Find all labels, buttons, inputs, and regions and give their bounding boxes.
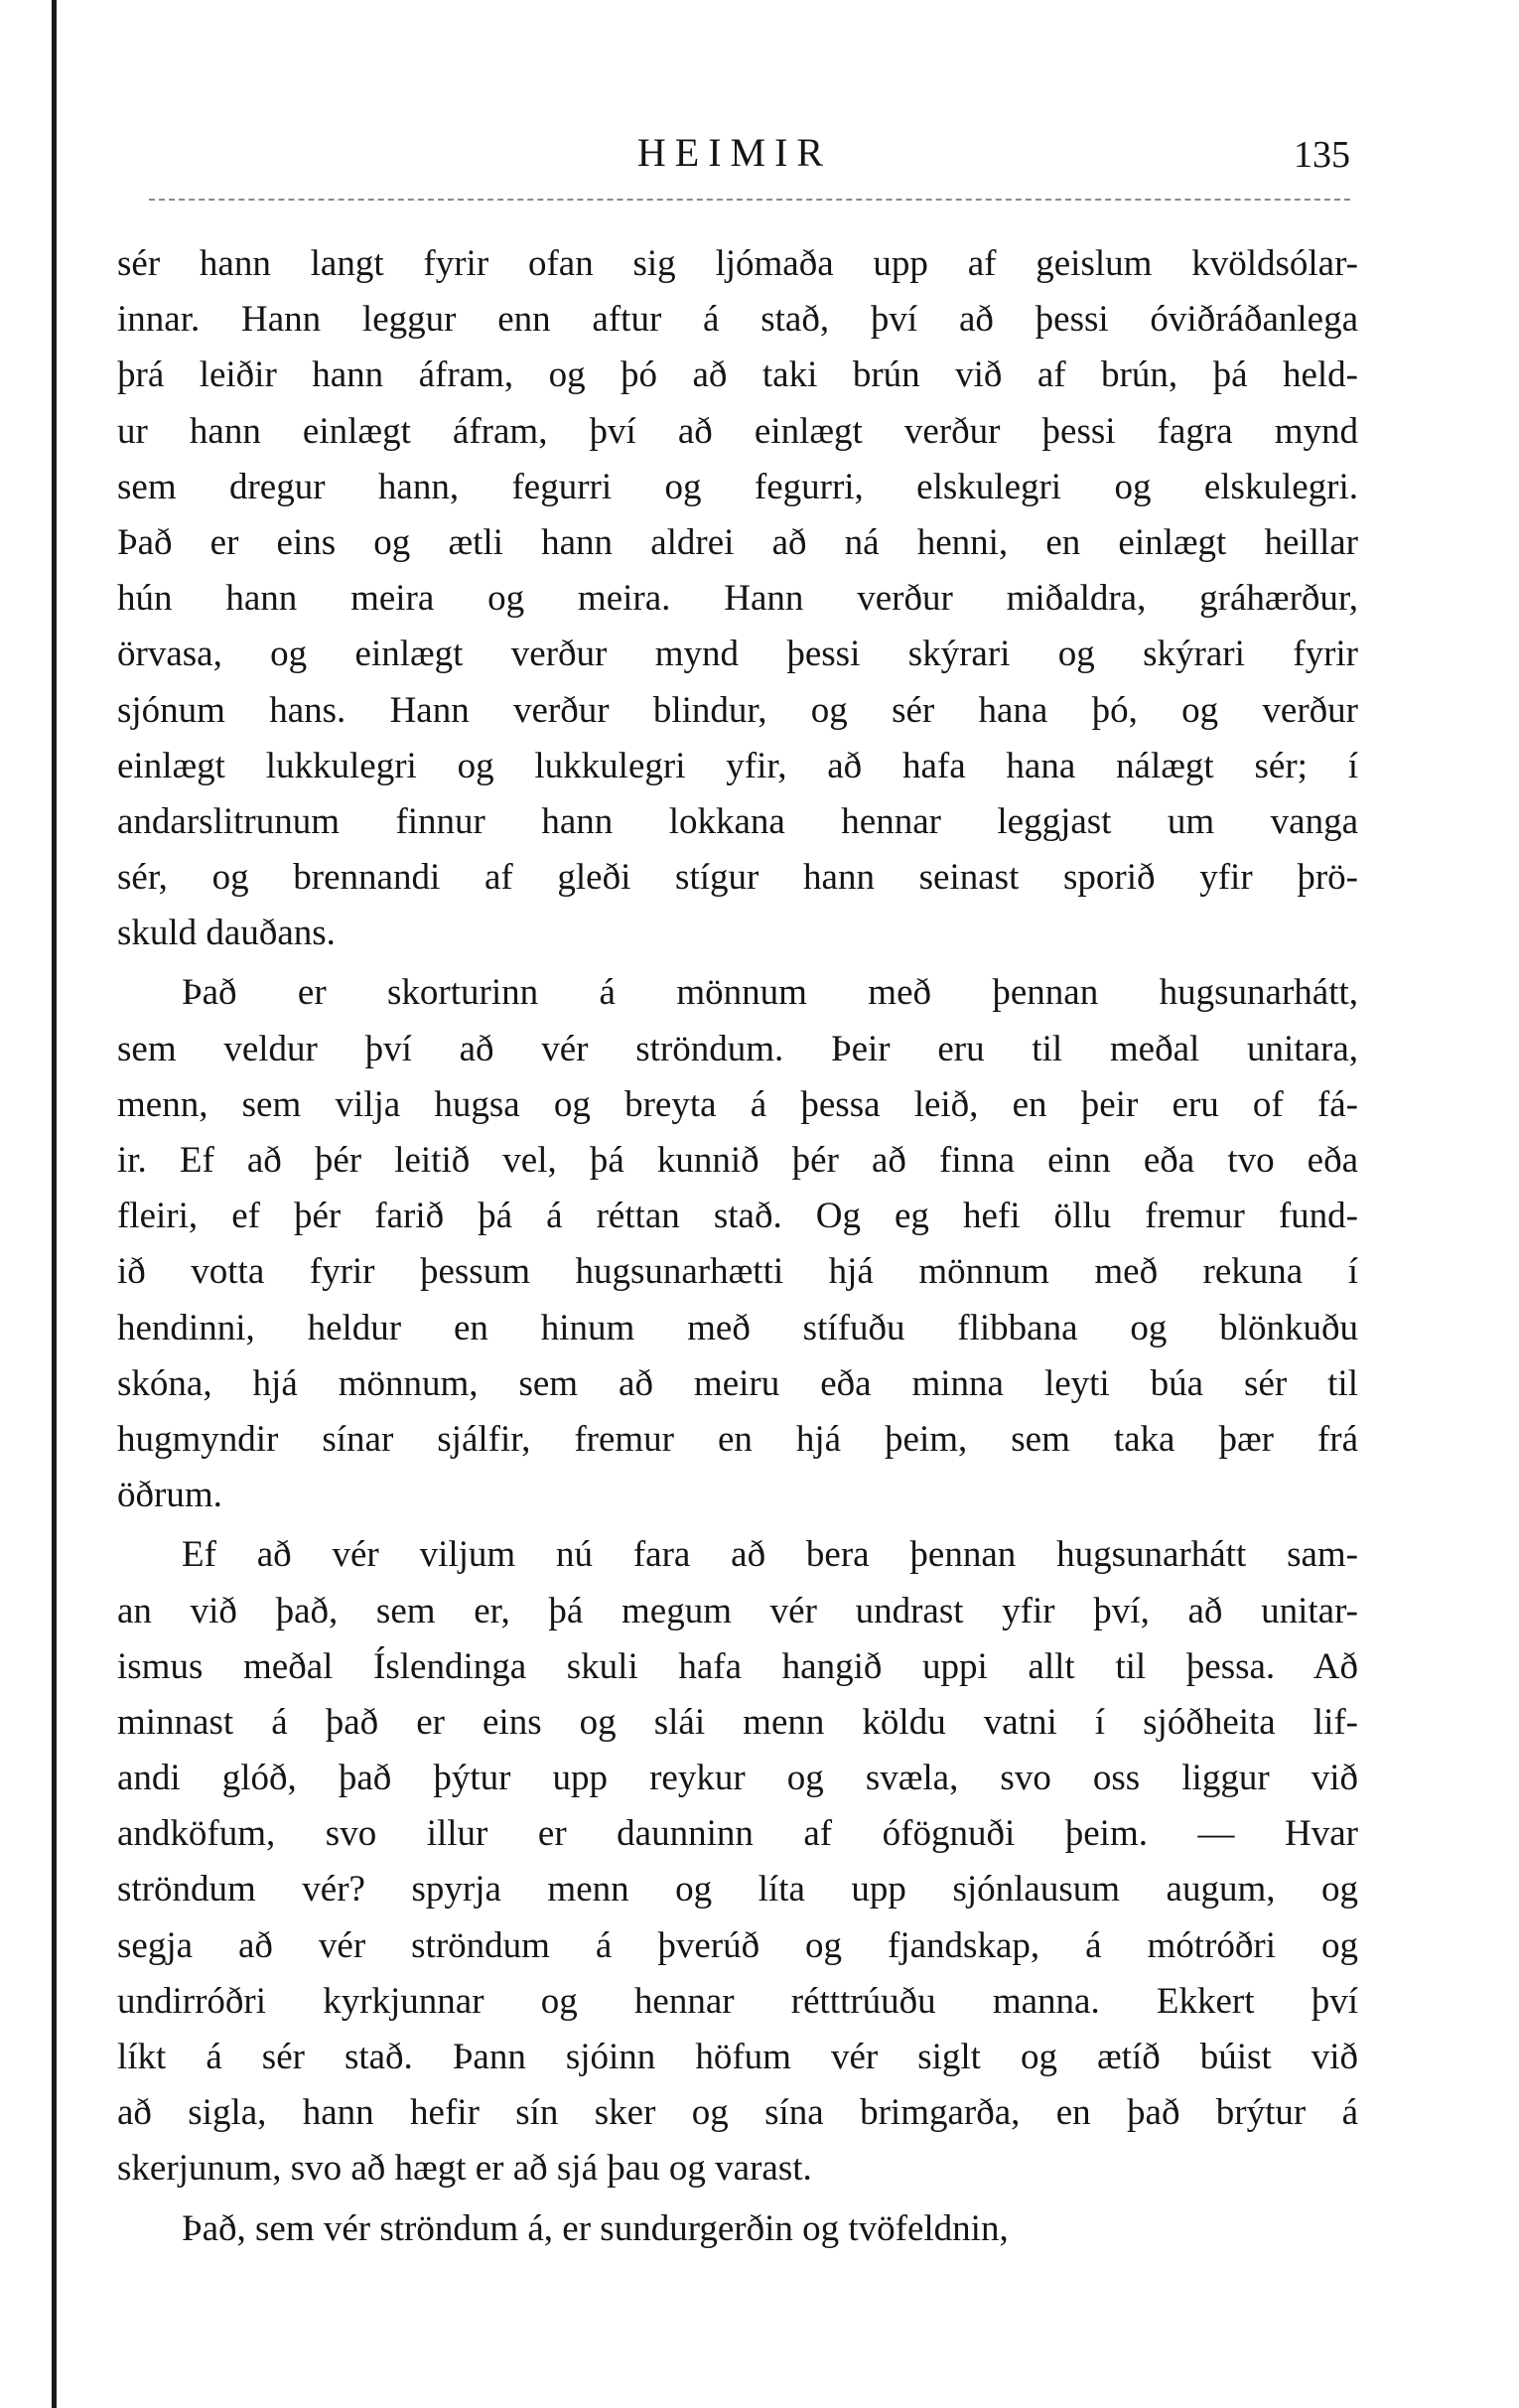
running-title: HEIMIR [636, 130, 833, 175]
text-line: hún hann meira og meira. Hann verður miðaldra, gráhærður, [117, 578, 1358, 620]
text-line: menn, sem vilja hugsa og breyta á þessa leið, en þeir eru of fá- [117, 1083, 1358, 1125]
text-line: Það er eins og ætli hann aldrei að ná henni, en einlægt heillar [117, 521, 1358, 563]
page-number: 135 [1294, 134, 1350, 176]
text-line: sjónum hans. Hann verður blindur, og sér hana þó, og verður [117, 689, 1358, 731]
text-line: ið votta fyrir þessum hugsunarhætti hjá mönnum með rekuna í [117, 1251, 1358, 1293]
text-line: örvasa, og einlægt verður mynd þessi skýrari og skýrari fyrir [117, 634, 1358, 675]
header-rule [149, 199, 1350, 201]
text-line: hendinni, heldur en hinum með stífuðu flibbana og blönkuðu [117, 1307, 1358, 1348]
text-line: innar. Hann leggur enn aftur á stað, því að þessi óviðráðanlega [117, 299, 1358, 341]
paragraph [117, 236, 1358, 961]
text-line: ur hann einlægt áfram, því að einlægt verður þessi fagra mynd [117, 410, 1358, 452]
text-line: undirróðri kyrkjunnar og hennar rétttrúuðu manna. Ekkert því [117, 1980, 1358, 2022]
text-line: sem dregur hann, fegurri og fegurri, elskulegri og elskulegri. [117, 466, 1358, 507]
text-line: sér, og brennandi af gleði stígur hann seinast sporið yfir þrö- [117, 857, 1358, 899]
text-line: andarslitrunum finnur hann lokkana hennar leggjast um vanga [117, 800, 1358, 842]
text-line: að sigla, hann hefir sín sker og sína brimgarða, en það brýtur á [117, 2092, 1358, 2134]
text-line: ir. Ef að þér leitið vel, þá kunnið þér að finna einn eða tvo eða [117, 1140, 1358, 1181]
text-line: segja að vér ströndum á þverúð og fjandskap, á mótróðri og [117, 1924, 1358, 1966]
text-line: minnast á það er eins og slái menn köldu vatni í sjóðheita lif- [117, 1701, 1358, 1743]
text-line: fleiri, ef þér farið þá á réttan stað. Og eg hefi öllu fremur fund- [117, 1196, 1358, 1237]
text-line: ströndum vér? spyrja menn og líta upp sjónlausum augum, og [117, 1869, 1358, 1911]
text-line: öðrum. [117, 1475, 222, 1516]
text-line: þrá leiðir hann áfram, og þó að taki brún við af brún, þá held- [117, 354, 1358, 396]
text-line: skuld dauðans. [117, 913, 336, 954]
text-line: Ef að vér viljum nú fara að bera þennan hugsunarhátt sam- [182, 1534, 1358, 1576]
text-line: hugmyndir sínar sjálfir, fremur en hjá þeim, sem taka þær frá [117, 1418, 1358, 1460]
text-line: andköfum, svo illur er daunninn af ófögnuði þeim. — Hvar [117, 1813, 1358, 1855]
paragraph [117, 1527, 1358, 2196]
text-line: einlægt lukkulegri og lukkulegri yfir, að hafa hana nálægt sér; í [117, 745, 1358, 786]
text-line: Það, sem vér ströndum á, er sundurgerðin og tvöfeldnin, [182, 2207, 1009, 2249]
text-line: skóna, hjá mönnum, sem að meiru eða minna leyti búa sér til [117, 1362, 1358, 1404]
text-line: sér hann langt fyrir ofan sig ljómaða upp af geislum kvöldsólar- [117, 243, 1358, 284]
text-line: skerjunum, svo að hægt er að sjá þau og varast. [117, 2148, 812, 2190]
page-header [119, 129, 1350, 199]
paragraph [117, 965, 1358, 1523]
text-line: andi glóð, það þýtur upp reykur og svæla, svo oss liggur við [117, 1758, 1358, 1799]
body-text [117, 236, 1358, 2257]
text-line: an við það, sem er, þá megum vér undrast yfir því, að unitar- [117, 1590, 1358, 1631]
paragraph [117, 2201, 1358, 2257]
text-line: líkt á sér stað. Þann sjóinn höfum vér siglt og ætíð búist við [117, 2037, 1358, 2077]
text-line: Það er skorturinn á mönnum með þennan hugsunarhátt, [182, 972, 1358, 1014]
page-spine-edge [52, 0, 57, 2408]
text-line: sem veldur því að vér ströndum. Þeir eru til meðal unitara, [117, 1028, 1358, 1069]
text-line: ismus meðal Íslendinga skuli hafa hangið uppi allt til þessa. Að [117, 1645, 1358, 1687]
